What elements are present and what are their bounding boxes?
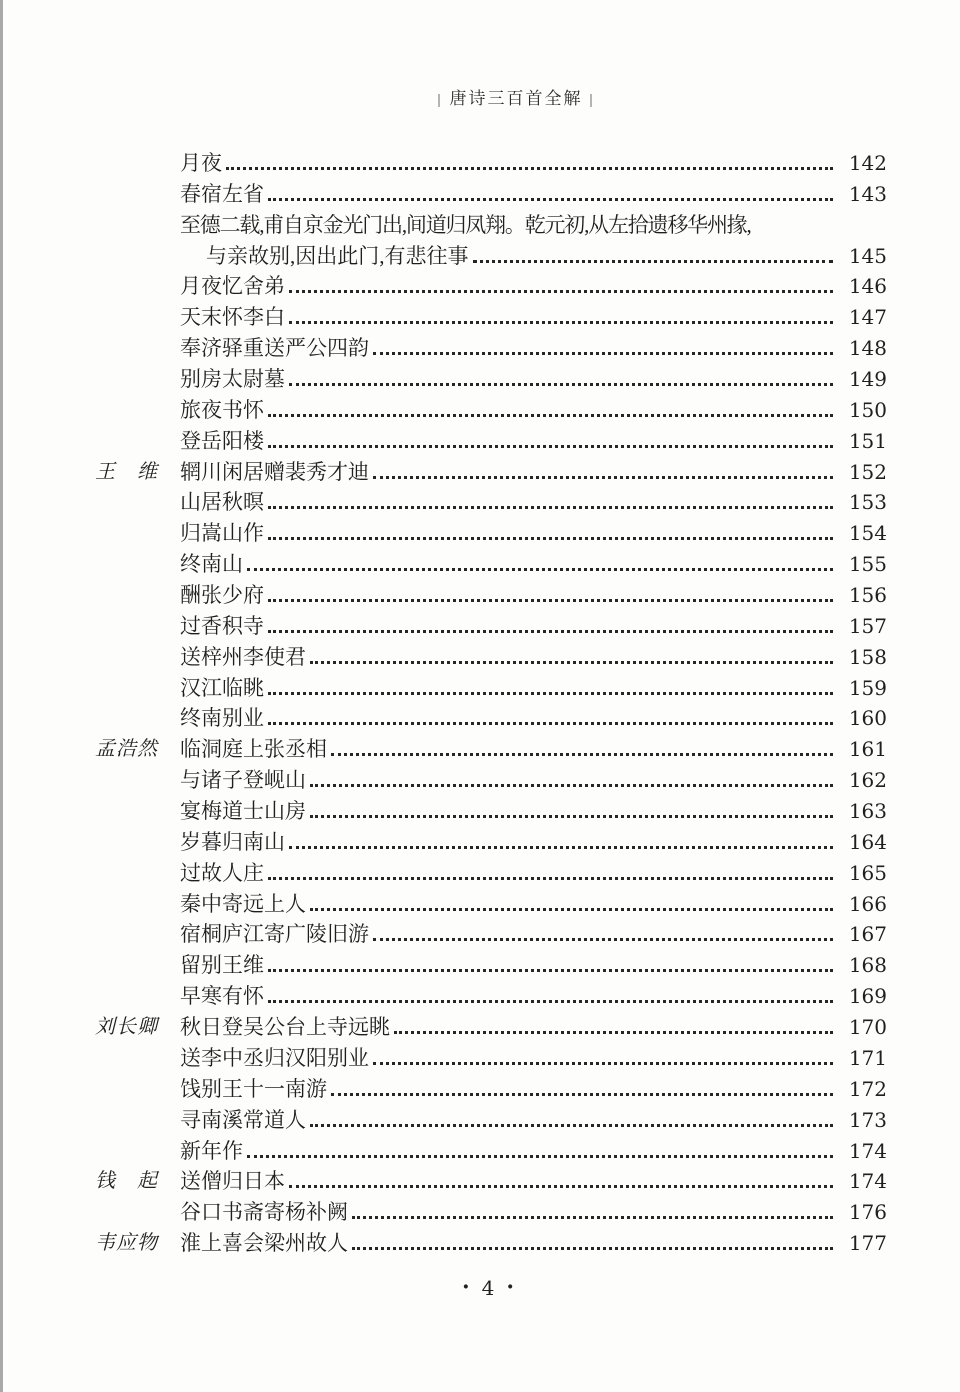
toc-entry-page: 148 [848,336,887,361]
toc-author-label [95,179,180,210]
toc-row [95,1074,887,1105]
toc-row [95,765,887,796]
toc-row [95,1197,887,1228]
toc-entry-page: 165 [848,860,887,885]
toc-entry-title: 过故人庄 [180,860,264,885]
toc-row [95,302,887,333]
toc-entry-page: 158 [848,644,887,669]
toc-entry-page: 159 [848,675,887,700]
toc-entry-page: 157 [848,613,887,638]
toc-entry-page: 149 [848,367,887,392]
toc-entry-page: 150 [848,397,887,422]
toc-row [95,549,887,580]
toc-row [95,148,887,179]
toc-row [95,1043,887,1074]
toc-entry-title: 过香积寺 [180,613,264,638]
folio-number: 4 [481,1276,495,1300]
dot-leader [310,765,833,787]
toc-author-label [95,919,180,950]
toc-author-label [95,1197,180,1228]
toc-entry-page: 174 [848,1169,887,1194]
toc-entry-title: 宿桐庐江寄广陵旧游 [180,922,369,947]
dot-leader [268,580,833,602]
toc-entry-page: 151 [848,428,887,453]
dot-leader [310,642,833,664]
toc-author-label [95,580,180,611]
dot-leader [394,1012,833,1034]
toc-author-label: 刘长卿 [95,1016,158,1039]
dot-leader [473,241,834,263]
toc-row [95,1166,887,1197]
toc-entry-page: 163 [848,799,887,824]
toc-author-label [95,611,180,642]
dot-leader [373,333,833,355]
toc-author-label [95,858,180,889]
toc-entry-page: 172 [848,1076,887,1101]
dot-leader [310,796,833,818]
toc-entry-page: 155 [848,552,887,577]
toc-author-label [95,796,180,827]
toc-row [95,518,887,549]
toc-row [95,487,887,518]
toc-author-label: 韦应物 [95,1232,158,1255]
toc-row [95,734,887,765]
book-title: 唐诗三百首全解 [449,89,583,108]
toc-entry-page: 145 [848,243,887,268]
dot-leader [331,734,833,756]
toc-author-label: 孟浩然 [95,738,158,761]
toc-entry-page: 169 [848,984,887,1009]
dot-leader [310,1105,833,1127]
toc-entry-title: 至德二载,甫自京金光门出,间道归凤翔。乾元初,从左拾遗移华州掾, [180,212,751,237]
toc-entry-title: 谷口书斋寄杨补阙 [180,1200,348,1225]
dot-leader [268,703,833,725]
dot-leader [268,395,833,417]
toc-author-label [95,426,180,457]
toc-entry-title: 酬张少府 [180,583,264,608]
toc-author-label [95,210,180,241]
toc-author-label [95,395,180,426]
toc-author-label [95,1136,180,1167]
toc-row [95,796,887,827]
toc-author-label [95,889,180,920]
toc-entry-page: 160 [848,706,887,731]
dot-leader [268,426,833,448]
toc-entry-title: 送李中丞归汉阳别业 [180,1045,369,1070]
toc-row [95,1136,887,1167]
dot-leader [268,611,833,633]
toc-row [95,210,887,241]
dot-leader [247,1136,833,1158]
dot-leader [268,673,833,695]
dot-leader [268,950,833,972]
dot-leader [373,1043,833,1065]
toc-author-label [95,333,180,364]
toc-entry-page: 173 [848,1107,887,1132]
toc-row [95,457,887,488]
toc-entry-title: 登岳阳楼 [180,428,264,453]
toc-entry-title: 月夜 [180,151,222,175]
toc-author-label [95,703,180,734]
toc-row [95,333,887,364]
toc-row [95,1012,887,1043]
folio-page-number [8,1274,960,1300]
toc-author-label [95,827,180,858]
toc-author-label: 钱 起 [95,1170,158,1193]
toc-entry-page: 164 [848,829,887,854]
toc-author-label [95,1105,180,1136]
toc-author-label [95,518,180,549]
toc-entry-title: 与诸子登岘山 [180,768,306,793]
toc-author-label [95,549,180,580]
toc-entry-page: 143 [848,181,887,206]
toc-row [95,241,887,272]
toc-entry-title: 终南别业 [180,706,264,731]
toc-author-label [95,302,180,333]
running-head [36,84,960,109]
toc-row [95,395,887,426]
toc-author-label [95,765,180,796]
toc-entry-title: 宴梅道士山房 [180,799,306,824]
toc-entry-title: 归嵩山作 [180,521,264,546]
toc-entry-title: 岁暮归南山 [180,829,285,854]
toc-row [95,703,887,734]
toc-entry-page: 171 [848,1045,887,1070]
toc-entry-page: 174 [848,1138,887,1163]
toc-row [95,889,887,920]
toc-entry-title: 终南山 [180,552,243,577]
toc-entry-page: 162 [848,768,887,793]
dot-leader [268,518,833,540]
toc-entry-title: 天末怀李白 [180,305,285,330]
toc-row [95,858,887,889]
toc-entry-title: 秋日登吴公台上寺远眺 [180,1015,390,1040]
toc-entry-page: 177 [848,1231,887,1256]
dot-leader [268,179,833,201]
dot-leader [310,889,833,911]
toc-entry-title: 奉济驿重送严公四韵 [180,336,369,361]
toc-author-label: 王 维 [95,460,158,483]
running-head-left-bar: | [437,92,443,108]
running-head-right-bar: | [589,92,595,108]
toc-author-label [95,1074,180,1105]
toc-entry-page: 156 [848,583,887,608]
toc-entry-title: 淮上喜会梁州故人 [180,1231,348,1256]
toc-row [95,426,887,457]
dot-leader [373,457,833,479]
toc-author-label [95,241,180,272]
folio-left-dot: · [461,1274,470,1300]
toc-entry-page: 152 [848,459,887,484]
toc-entry-title: 山居秋暝 [180,490,264,515]
dot-leader [331,1074,833,1096]
folio-right-dot: · [506,1274,515,1300]
toc-entry-page: 176 [848,1200,887,1225]
toc-entry-page: 168 [848,953,887,978]
toc-author-label [95,148,180,179]
toc-entry-page: 170 [848,1015,887,1040]
toc-author-label [95,364,180,395]
toc-row [95,827,887,858]
toc-row [95,364,887,395]
toc-author-label [95,642,180,673]
dot-leader [373,919,833,941]
toc-row [95,611,887,642]
toc-author-label [95,981,180,1012]
toc-row [95,271,887,302]
toc-entry-title: 寻南溪常道人 [180,1107,306,1132]
toc-row [95,1228,887,1259]
toc-row [95,179,887,210]
dot-leader [289,1166,833,1188]
toc-entry-page: 161 [848,737,887,762]
toc-entry-title: 临洞庭上张丞相 [180,737,327,762]
toc-row [95,580,887,611]
toc-row [95,919,887,950]
toc-entry-title: 春宿左省 [180,181,264,206]
dot-leader [289,302,833,324]
toc-entry-page: 142 [848,151,887,175]
toc-entry-title: 月夜忆舍弟 [180,274,285,299]
toc-entry-title: 旅夜书怀 [180,397,264,422]
toc-entry-page: 153 [848,490,887,515]
dot-leader [268,487,833,509]
toc-entry-title: 早寒有怀 [180,984,264,1009]
toc-entry-title: 汉江临眺 [180,675,264,700]
toc-author-label [95,487,180,518]
toc-entry-title: 留别王维 [180,953,264,978]
scan-edge-line [0,0,3,1392]
toc-author-label [95,271,180,302]
dot-leader [289,827,833,849]
toc-row [95,1105,887,1136]
dot-leader [352,1228,833,1250]
toc-entry-title: 秦中寄远上人 [180,891,306,916]
toc-row [95,673,887,704]
toc-entry-title: 新年作 [180,1138,243,1163]
toc-entry-title: 送梓州李使君 [180,644,306,669]
table-of-contents [95,148,887,1259]
toc-row [95,950,887,981]
dot-leader [268,858,833,880]
toc-entry-title: 送僧归日本 [180,1169,285,1194]
toc-author-label [95,673,180,704]
toc-entry-title: 饯别王十一南游 [180,1076,327,1101]
toc-entry-page: 147 [848,305,887,330]
toc-entry-page: 167 [848,922,887,947]
dot-leader [226,148,833,170]
toc-entry-page: 146 [848,274,887,299]
dot-leader [247,549,833,571]
dot-leader [352,1197,833,1219]
toc-row [95,642,887,673]
toc-entry-title: 别房太尉墓 [180,367,285,392]
toc-entry-page: 166 [848,891,887,916]
dot-leader [289,271,833,293]
dot-leader [268,981,833,1003]
toc-entry-title: 辋川闲居赠裴秀才迪 [180,459,369,484]
toc-row [95,981,887,1012]
dot-leader [289,364,833,386]
toc-author-label [95,950,180,981]
toc-entry-page: 154 [848,521,887,546]
toc-entry-title: 与亲故别,因出此门,有悲往事 [206,243,469,268]
toc-author-label [95,1043,180,1074]
